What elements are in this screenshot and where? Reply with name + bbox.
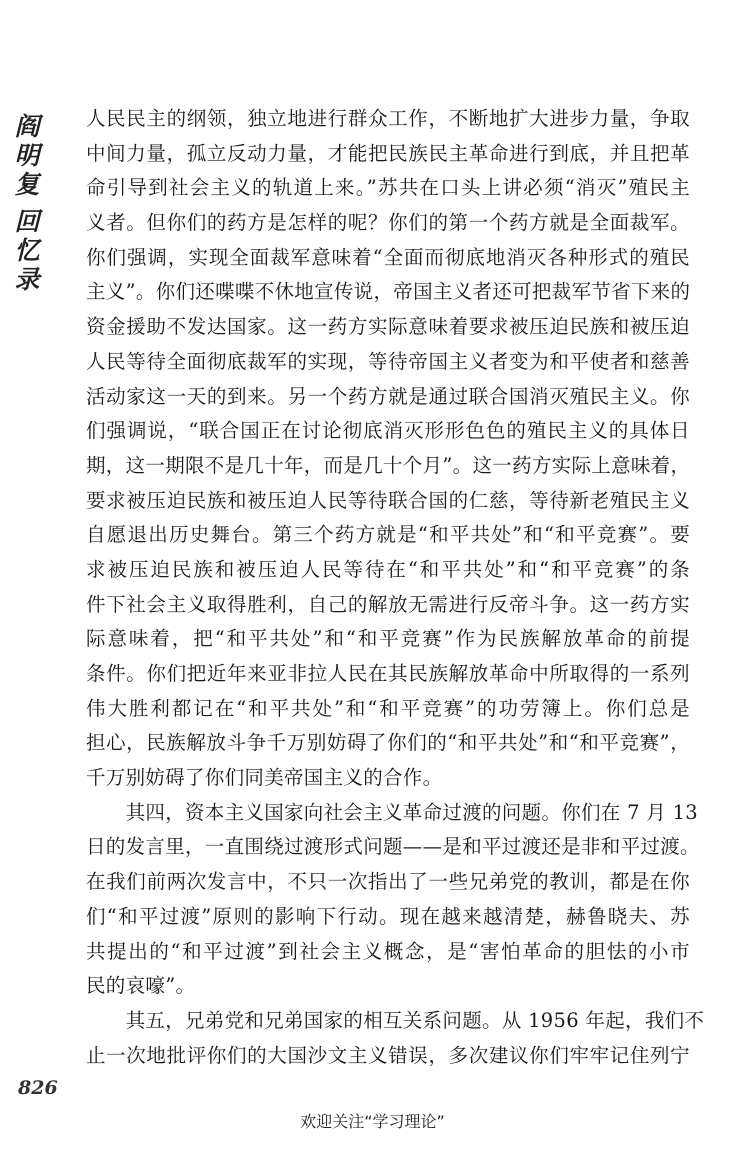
text-line: 其四，资本主义国家向社会主义革命过渡的问题。你们在 7 月 13 [86,800,699,824]
page-number: 826 [18,1077,58,1099]
text-line: 担心，民族解放斗争千万别妨碍了你们的“和平共处”和“和平竞赛”， [86,731,690,755]
page-body-text [86,102,705,1073]
text-line: 其五，兄弟党和兄弟国家的相互关系问题。从 1956 年起，我们不 [86,1008,705,1032]
text-line: 人民等待全面彻底裁军的实现，等待帝国主义者变为和平使者和慈善 [86,349,690,373]
text-line: 要求被压迫民族和被压迫人民等待联合国的仁慈，等待新老殖民主义 [86,488,690,512]
text-line: 在我们前两次发言中，不只一次指出了一些兄弟党的教训，都是在你 [86,870,690,894]
text-line: 际意味着，把“和平共处”和“和平竞赛”作为民族解放革命的前提 [86,627,690,651]
text-line: 命引导到社会主义的轨道上来。”苏共在口头上讲必须“消灭”殖民主 [86,176,690,200]
text-line: 人民民主的纲领，独立地进行群众工作，不断地扩大进步力量，争取 [86,107,690,130]
text-line: 千万别妨碍了你们同美帝国主义的合作。 [86,766,443,790]
paragraph [86,796,700,1004]
text-line: 期，这一期限不是几十年，而是几十个月”。这一药方实际上意味着， [86,453,691,477]
paragraph [86,1004,705,1073]
book-title-char: 忆 [14,236,40,265]
text-line: 条件。你们把近年来亚非拉人民在其民族解放革命中所取得的一系列 [86,662,690,685]
text-line: 伟大胜利都记在“和平共处”和“和平竞赛”的功劳簿上。你们总是 [86,696,690,720]
text-line: 你们强调，实现全面裁军意味着“全面而彻底地消灭各种形式的殖民 [86,245,690,269]
text-line: 义者。但你们的药方是怎样的呢？你们的第一个药方就是全面裁军。 [86,211,690,235]
text-line: 民的哀嚎”。 [86,974,196,998]
book-title-char: 录 [14,265,40,294]
text-line: 们“和平过渡”原则的影响下行动。现在越来越清楚，赫鲁晓夫、苏 [86,904,690,928]
text-line: 主义”。你们还喋喋不休地宣传说，帝国主义者还可把裁军节省下来的 [86,280,691,304]
book-title-char: 阎 [14,112,40,141]
text-line: 共提出的“和平过渡”到社会主义概念，是“害怕革命的胆怯的小市 [86,939,690,963]
book-title-char: 明 [14,141,40,170]
text-line: 求被压迫民族和被压迫人民等待在“和平共处”和“和平竞赛”的条 [86,557,690,581]
book-title-char: 复 [14,170,40,199]
text-line: 日的发言里，一直围绕过渡形式问题——是和平过渡还是非和平过渡。 [86,835,700,859]
text-line: 中间力量，孤立反动力量，才能把民族民主革命进行到底，并且把革 [86,141,690,165]
text-line: 件下社会主义取得胜利，自己的解放无需进行反帝斗争。这一药方实 [86,592,690,616]
text-line: 资金援助不发达国家。这一药方实际意味着要求被压迫民族和被压迫 [86,315,690,339]
book-title-char: 回 [14,207,40,236]
text-line: 自愿退出历史舞台。第三个药方就是“和平共处”和“和平竞赛”。要 [86,523,690,547]
book-title-vertical [6,112,48,294]
text-line: 们强调说，“联合国正在讨论彻底消灭形形色色的殖民主义的具体日 [86,419,690,443]
footer-caption: 欢迎关注“学习理论” [300,1112,445,1131]
paragraph [86,102,690,796]
text-line: 止一次地批评你们的大国沙文主义错误，多次建议你们牢牢记住列宁 [86,1043,690,1067]
text-line: 活动家这一天的到来。另一个药方就是通过联合国消灭殖民主义。你 [86,384,690,408]
